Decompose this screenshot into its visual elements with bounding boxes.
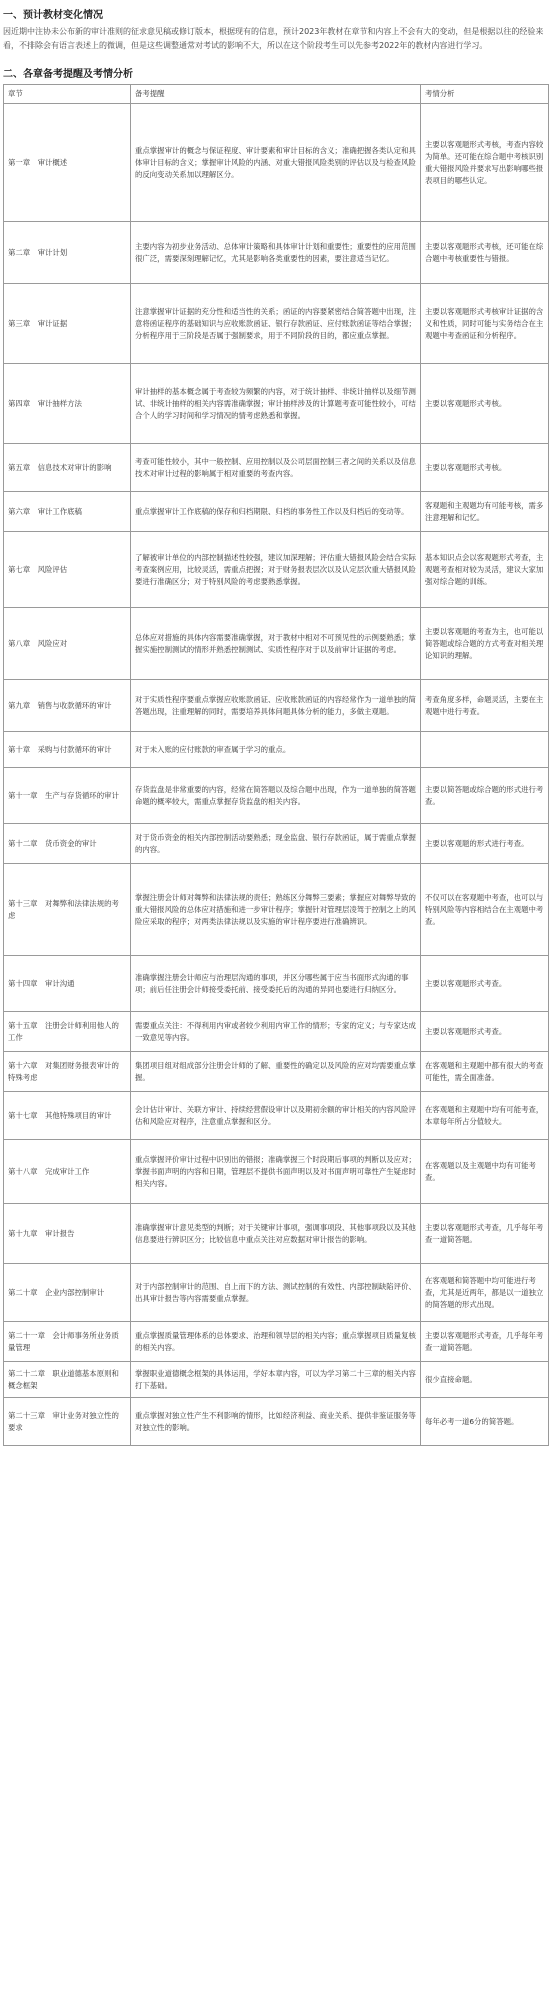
- table-row: [4, 1398, 549, 1446]
- cell-analysis: 不仅可以在客观题中考查，也可以与特别风险等内容相结合在主观题中考查。: [421, 864, 549, 956]
- cell-analysis: 主要以客观题形式考核审计证据的含义和性质，同时可能与实务结合在主观题中考查函证和分析程序。: [421, 284, 549, 364]
- cell-chapter: 第四章 审计抽样方法: [4, 364, 131, 444]
- table-row: [4, 824, 549, 864]
- cell-tip: 总体应对措施的具体内容需要准确掌握，对于教材中相对不可预见性的示例要熟悉；掌握实施控制测试的情形并熟悉控制测试、实质性程序对于以及前审计证据的考虑。: [131, 608, 421, 680]
- cell-analysis: 在客观题以及主观题中均有可能考查。: [421, 1140, 549, 1204]
- table-row: [4, 608, 549, 680]
- cell-analysis: 在客观题和主观题中都有很大的考查可能性，需全面准备。: [421, 1052, 549, 1092]
- cell-analysis: 客观题和主观题均有可能考核，需多注意理解和记忆。: [421, 492, 549, 532]
- cell-analysis: 主要以简答题或综合题的形式进行考查。: [421, 768, 549, 824]
- section2-title: 二、各章备考提醒及考情分析: [3, 69, 133, 80]
- cell-chapter: 第五章 信息技术对审计的影响: [4, 444, 131, 492]
- cell-analysis: 主要以客观题形式考查。: [421, 1012, 549, 1052]
- cell-chapter: 第七章 风险评估: [4, 532, 131, 608]
- cell-analysis: 很少直接命题。: [421, 1362, 549, 1398]
- table-row: [4, 222, 549, 284]
- cell-tip: 会计估计审计、关联方审计、持续经营假设审计以及期初余额的审计相关的内容风险评估和风险应对程序，注意重点掌握和区分。: [131, 1092, 421, 1140]
- cell-tip: 对于内部控制审计的范围、自上而下的方法、测试控制的有效性、内部控制缺陷评价、出具审计报告等内容需要重点掌握。: [131, 1264, 421, 1322]
- table-row: [4, 768, 549, 824]
- table-header-row: [4, 85, 549, 104]
- cell-chapter: 第十七章 其他特殊项目的审计: [4, 1092, 131, 1140]
- section1-title: 一、预计教材变化情况: [3, 10, 103, 21]
- cell-tip: 准确掌握审计意见类型的判断；对于关键审计事项，强调事项段、其他事项段以及其他信息要进行辨识区分；比较信息中重点关注对应数据对审计报告的影响。: [131, 1204, 421, 1264]
- cell-analysis: 在客观题和主观题中均有可能考查，本章每年所占分值较大。: [421, 1092, 549, 1140]
- cell-tip: 准确掌握注册会计师应与治理层沟通的事项，并区分哪些属于应当书面形式沟通的事项；前后任注册会计师接受委托前、接受委托后的沟通的异同也要进行归纳区分。: [131, 956, 421, 1012]
- cell-analysis: [421, 732, 549, 768]
- cell-chapter: 第九章 销售与收款循环的审计: [4, 680, 131, 732]
- cell-analysis: 主要以客观题形式考查，几乎每年考查一道简答题。: [421, 1204, 549, 1264]
- cell-tip: 掌握注册会计师对舞弊和法律法规的责任；熟练区分舞弊三要素；掌握应对舞弊导致的重大错报风险的总体应对措施和进一步审计程序；掌握针对管理层凌驾于控制之上的风险应采取的程序；对两类法律法规以及实施的审计程序要进行准确辨识。: [131, 864, 421, 956]
- cell-chapter: 第十六章 对集团财务报表审计的特殊考虑: [4, 1052, 131, 1092]
- cell-chapter: 第二十二章 职业道德基本原则和概念框架: [4, 1362, 131, 1398]
- table-row: [4, 1140, 549, 1204]
- cell-analysis: 主要以客观题形式考核。: [421, 444, 549, 492]
- cell-chapter: 第十三章 对舞弊和法律法规的考虑: [4, 864, 131, 956]
- cell-tip: 主要内容为初步业务活动、总体审计策略和具体审计计划和重要性；重要性的应用范围很广泛，需要深刻理解记忆，尤其是影响各类重要性的因素，要注意适当记忆。: [131, 222, 421, 284]
- section1-intro: 因近期中注协未公布新的审计准则的征求意见稿或修订版本，根据现有的信息，预计2023年教材在章节和内容上不会有大的变动，但是根据以往的经验来看，不排除会有语言表述上的微调，但是这些调整通常对考试的影响不大，所以在这个阶段考生可以先参考2022年的教材内容进行学习。: [3, 27, 544, 50]
- table-row: [4, 1264, 549, 1322]
- cell-analysis: 在客观题和简答题中均可能进行考查，尤其是近两年，都是以一道独立的简答题的形式出现。: [421, 1264, 549, 1322]
- cell-tip: 了解被审计单位的内部控制描述性较强，建议加深理解；评估重大错报风险会结合实际考查案例应用，比较灵活，需重点把握；对于财务报表层次以及认定层次重大错报风险要进行准确区分；对于特别风险的考虑要熟悉掌握。: [131, 532, 421, 608]
- chapter-table: [3, 84, 549, 1446]
- cell-tip: 对于未入账的应付账款的审查属于学习的重点。: [131, 732, 421, 768]
- cell-chapter: 第二十章 企业内部控制审计: [4, 1264, 131, 1322]
- table-row: [4, 364, 549, 444]
- table-row: [4, 1204, 549, 1264]
- cell-tip: 重点掌握对独立性产生不利影响的情形，比如经济利益、商业关系、提供非鉴证服务等对独立性的影响。: [131, 1398, 421, 1446]
- cell-analysis: 主要以客观题形式考查。: [421, 956, 549, 1012]
- cell-chapter: 第十八章 完成审计工作: [4, 1140, 131, 1204]
- cell-chapter: 第一章 审计概述: [4, 104, 131, 222]
- cell-chapter: 第二十一章 会计师事务所业务质量管理: [4, 1322, 131, 1362]
- cell-tip: 对于实质性程序要重点掌握应收账款函证、应收账款函证的内容经常作为一道单独的简答题出现，注重理解的同时，需要培养具体问题具体分析的能力，多做主观题。: [131, 680, 421, 732]
- cell-tip: 注意掌握审计证据的充分性和适当性的关系；函证的内容要紧密结合简答题中出现，注意将函证程序的基础知识与应收账款函证、银行存款函证、应付账款函证等结合掌握；分析程序用于三阶段是否属于强制要求，用于不同阶段的目的，都应重点掌握。: [131, 284, 421, 364]
- table-row: [4, 732, 549, 768]
- cell-analysis: 每年必考一道6分的简答题。: [421, 1398, 549, 1446]
- cell-tip: 集团项目组对组成部分注册会计师的了解、重要性的确定以及风险的应对均需要重点掌握。: [131, 1052, 421, 1092]
- cell-tip: 掌握职业道德概念框架的具体运用，学好本章内容，可以为学习第二十三章的相关内容打下基础。: [131, 1362, 421, 1398]
- header-tip: 备考提醒: [131, 85, 421, 104]
- table-row: [4, 956, 549, 1012]
- cell-analysis: 主要以客观题的形式进行考查。: [421, 824, 549, 864]
- cell-tip: 重点掌握质量管理体系的总体要求、治理和领导层的相关内容；重点掌握项目质量复核的相关内容。: [131, 1322, 421, 1362]
- cell-chapter: 第十一章 生产与存货循环的审计: [4, 768, 131, 824]
- cell-tip: 审计抽样的基本概念属于考查较为频繁的内容，对于统计抽样、非统计抽样以及细节测试、非统计抽样的相关内容需准确掌握；审计抽样涉及的计算题考查可能性较小，可结合个人的学习时间和学习情况的情考虑熟悉和掌握。: [131, 364, 421, 444]
- cell-analysis: 主要以客观题形式考核，还可能在综合题中考核重要性与错报。: [421, 222, 549, 284]
- cell-chapter: 第八章 风险应对: [4, 608, 131, 680]
- cell-chapter: 第十二章 货币资金的审计: [4, 824, 131, 864]
- table-row: [4, 284, 549, 364]
- cell-chapter: 第六章 审计工作底稿: [4, 492, 131, 532]
- table-row: [4, 1362, 549, 1398]
- cell-analysis: 主要以客观题形式考核，考查内容较为简单。还可能在综合题中考核识别重大错报风险并要求写出影响哪些报表项目的哪些认定。: [421, 104, 549, 222]
- table-row: [4, 1012, 549, 1052]
- cell-analysis: 主要以客观题形式考查，几乎每年考查一道简答题。: [421, 1322, 549, 1362]
- header-analysis: 考情分析: [421, 85, 549, 104]
- cell-tip: 存货监盘是非常重要的内容，经常在简答题以及综合题中出现，作为一道单独的简答题命题的概率较大，需重点掌握存货监盘的相关内容。: [131, 768, 421, 824]
- cell-chapter: 第十章 采购与付款循环的审计: [4, 732, 131, 768]
- cell-chapter: 第十五章 注册会计师利用他人的工作: [4, 1012, 131, 1052]
- cell-chapter: 第二章 审计计划: [4, 222, 131, 284]
- cell-analysis: 考查角度多样，命题灵活，主要在主观题中进行考查。: [421, 680, 549, 732]
- cell-tip: 需要重点关注：不得利用内审或者较少利用内审工作的情形；专家的定义；与专家达成一致意见等内容。: [131, 1012, 421, 1052]
- cell-analysis: 主要以客观题的考查为主，也可能以简答题或综合题的方式考查对相关理论知识的理解。: [421, 608, 549, 680]
- cell-chapter: 第十九章 审计报告: [4, 1204, 131, 1264]
- table-row: [4, 444, 549, 492]
- cell-tip: 重点掌握审计的概念与保证程度、审计要素和审计目标的含义；准确把握各类认定和具体审计目标的含义；掌握审计风险的内涵、对重大错报风险类别的评估以及与检查风险的反向变动关系加以理解区分。: [131, 104, 421, 222]
- table-row: [4, 1322, 549, 1362]
- cell-analysis: 基本知识点会以客观题形式考查，主观题考查相对较为灵活，建议大家加强对综合题的训练。: [421, 532, 549, 608]
- cell-tip: 重点掌握审计工作底稿的保存和归档期限、归档的事务性工作以及归档后的变动等。: [131, 492, 421, 532]
- cell-tip: 对于货币资金的相关内部控制活动要熟悉；现金监盘、银行存款函证，属于需重点掌握的内容。: [131, 824, 421, 864]
- table-row: [4, 1092, 549, 1140]
- table-row: [4, 492, 549, 532]
- table-row: [4, 532, 549, 608]
- table-row: [4, 680, 549, 732]
- header-chapter: 章节: [4, 85, 131, 104]
- cell-chapter: 第三章 审计证据: [4, 284, 131, 364]
- table-row: [4, 1052, 549, 1092]
- cell-tip: 重点掌握评价审计过程中识别出的错报；准确掌握三个时段期后事项的判断以及应对；掌握书面声明的内容和日期，管理层不提供书面声明以及对书面声明可靠性产生疑虑时相关内容。: [131, 1140, 421, 1204]
- cell-chapter: 第十四章 审计沟通: [4, 956, 131, 1012]
- cell-analysis: 主要以客观题形式考核。: [421, 364, 549, 444]
- cell-chapter: 第二十三章 审计业务对独立性的要求: [4, 1398, 131, 1446]
- table-row: [4, 104, 549, 222]
- cell-tip: 考查可能性较小，其中一般控制、应用控制以及公司层面控制三者之间的关系以及信息技术对审计过程的影响属于相对重要的考查内容。: [131, 444, 421, 492]
- table-row: [4, 864, 549, 956]
